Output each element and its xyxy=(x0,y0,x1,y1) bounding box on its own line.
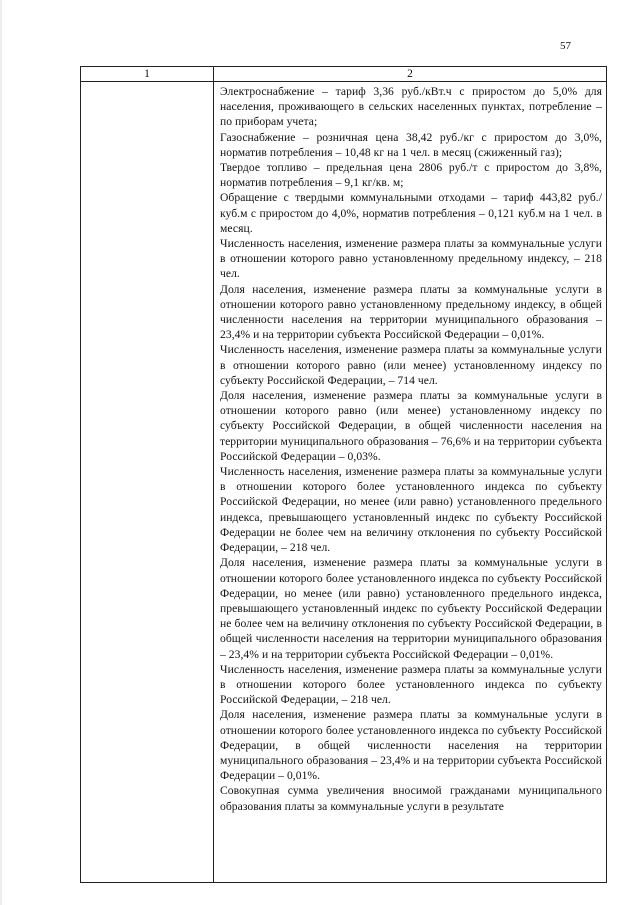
paragraph-gas: Газоснабжение – розничная цена 38,42 руб./кг с приростом до 3,0%, норматив потребления – 10,48 кг на 1 чел. в месяц (сжиженный газ); xyxy=(220,130,602,159)
paragraph-population-above-index: Численность населения, изменение размера платы за коммунальные услуги в отношении которого более установленного индекса по субъекту Российской Федерации, – 218 чел. xyxy=(220,662,602,707)
paragraph-share-above-index: Доля населения, изменение размера платы за коммунальные услуги в отношении которого более установленного индекса по субъекту Российской Федерации, в общей численности населения на территории муниципального образования – 23,4% и на территории субъекта Российской Федерации – 0,01%. xyxy=(220,708,602,783)
paragraph-total-increase: Совокупная сумма увеличения вносимой гражданами муниципального образования платы за коммунальные услуги в результате xyxy=(220,784,602,813)
paragraph-population-limit-index: Численность населения, изменение размера платы за коммунальные услуги в отношении которого равно установленному предельному индексу, – 218 чел. xyxy=(220,237,602,281)
header-col-2: 2 xyxy=(214,67,607,82)
body-col-1-empty xyxy=(81,82,214,883)
paragraph-solid-fuel: Твердое топливо – предельная цена 2806 руб./т с приростом до 3,8%, норматив потребления – 9,1 кг/кв. м; xyxy=(220,161,602,190)
paragraph-population-between-indices: Численность населения, изменение размера платы за коммунальные услуги в отношении которого более установленного индекса по субъекту Российской Федерации, но менее (или равно) установленного предельного индекса, превышающего установленный индекс по субъекту Российской Федерации не более чем на величину отклонения по субъекту Российской Федерации, – 218 чел. xyxy=(220,465,602,555)
header-col-1: 1 xyxy=(81,67,214,82)
paragraph-electricity: Электроснабжение – тариф 3,36 руб./кВт.ч с приростом до 5,0% для населения, проживающего в сельских населенных пунктах, потребление – по приборам учета; xyxy=(220,85,602,129)
page-number: 57 xyxy=(560,40,571,52)
body-text xyxy=(214,82,606,814)
table-body-row xyxy=(81,82,607,883)
paragraph-share-regional-index: Доля населения, изменение размера платы за коммунальные услуги в отношении которого равно (или менее) установленному индексу по субъекту Российской Федерации, в общей численности населения на территории муниципального образования – 76,6% и на территории субъекта Российской Федерации – 0,03%. xyxy=(220,389,602,463)
paragraph-share-between-indices: Доля населения, изменение размера платы за коммунальные услуги в отношении которого более установленного индекса по субъекту Российской Федерации, но менее (или равно) установленного предельного индекса, превышающего установленный индекс по субъекту Российской Федерации не более чем на величину отклонения по субъекту Российской Федерации, в общей численности населения на территории муниципального образования – 23,4% и на территории субъекта Российской Федерации – 0,01%. xyxy=(220,556,602,661)
paragraph-waste: Обращение с твердыми коммунальными отходами – тариф 443,82 руб./куб.м с приростом до 4,0%, норматив потребления – 0,121 куб.м на 1 чел. в месяц. xyxy=(220,191,602,235)
paragraph-share-limit-index: Доля населения, изменение размера платы за коммунальные услуги в отношении которого равно установленному предельному индексу, в общей численности населения на территории муниципального образования – 23,4% и на территории субъекта Российской Федерации – 0,01%. xyxy=(220,282,602,342)
scan-left-edge xyxy=(0,0,2,905)
document-table xyxy=(80,66,607,883)
paragraph-population-regional-index: Численность населения, изменение размера платы за коммунальные услуги в отношении которого равно (или менее) установленному индексу по субъекту Российской Федерации, – 714 чел. xyxy=(220,343,602,387)
table-header-row xyxy=(81,67,607,82)
body-col-2 xyxy=(214,82,607,883)
